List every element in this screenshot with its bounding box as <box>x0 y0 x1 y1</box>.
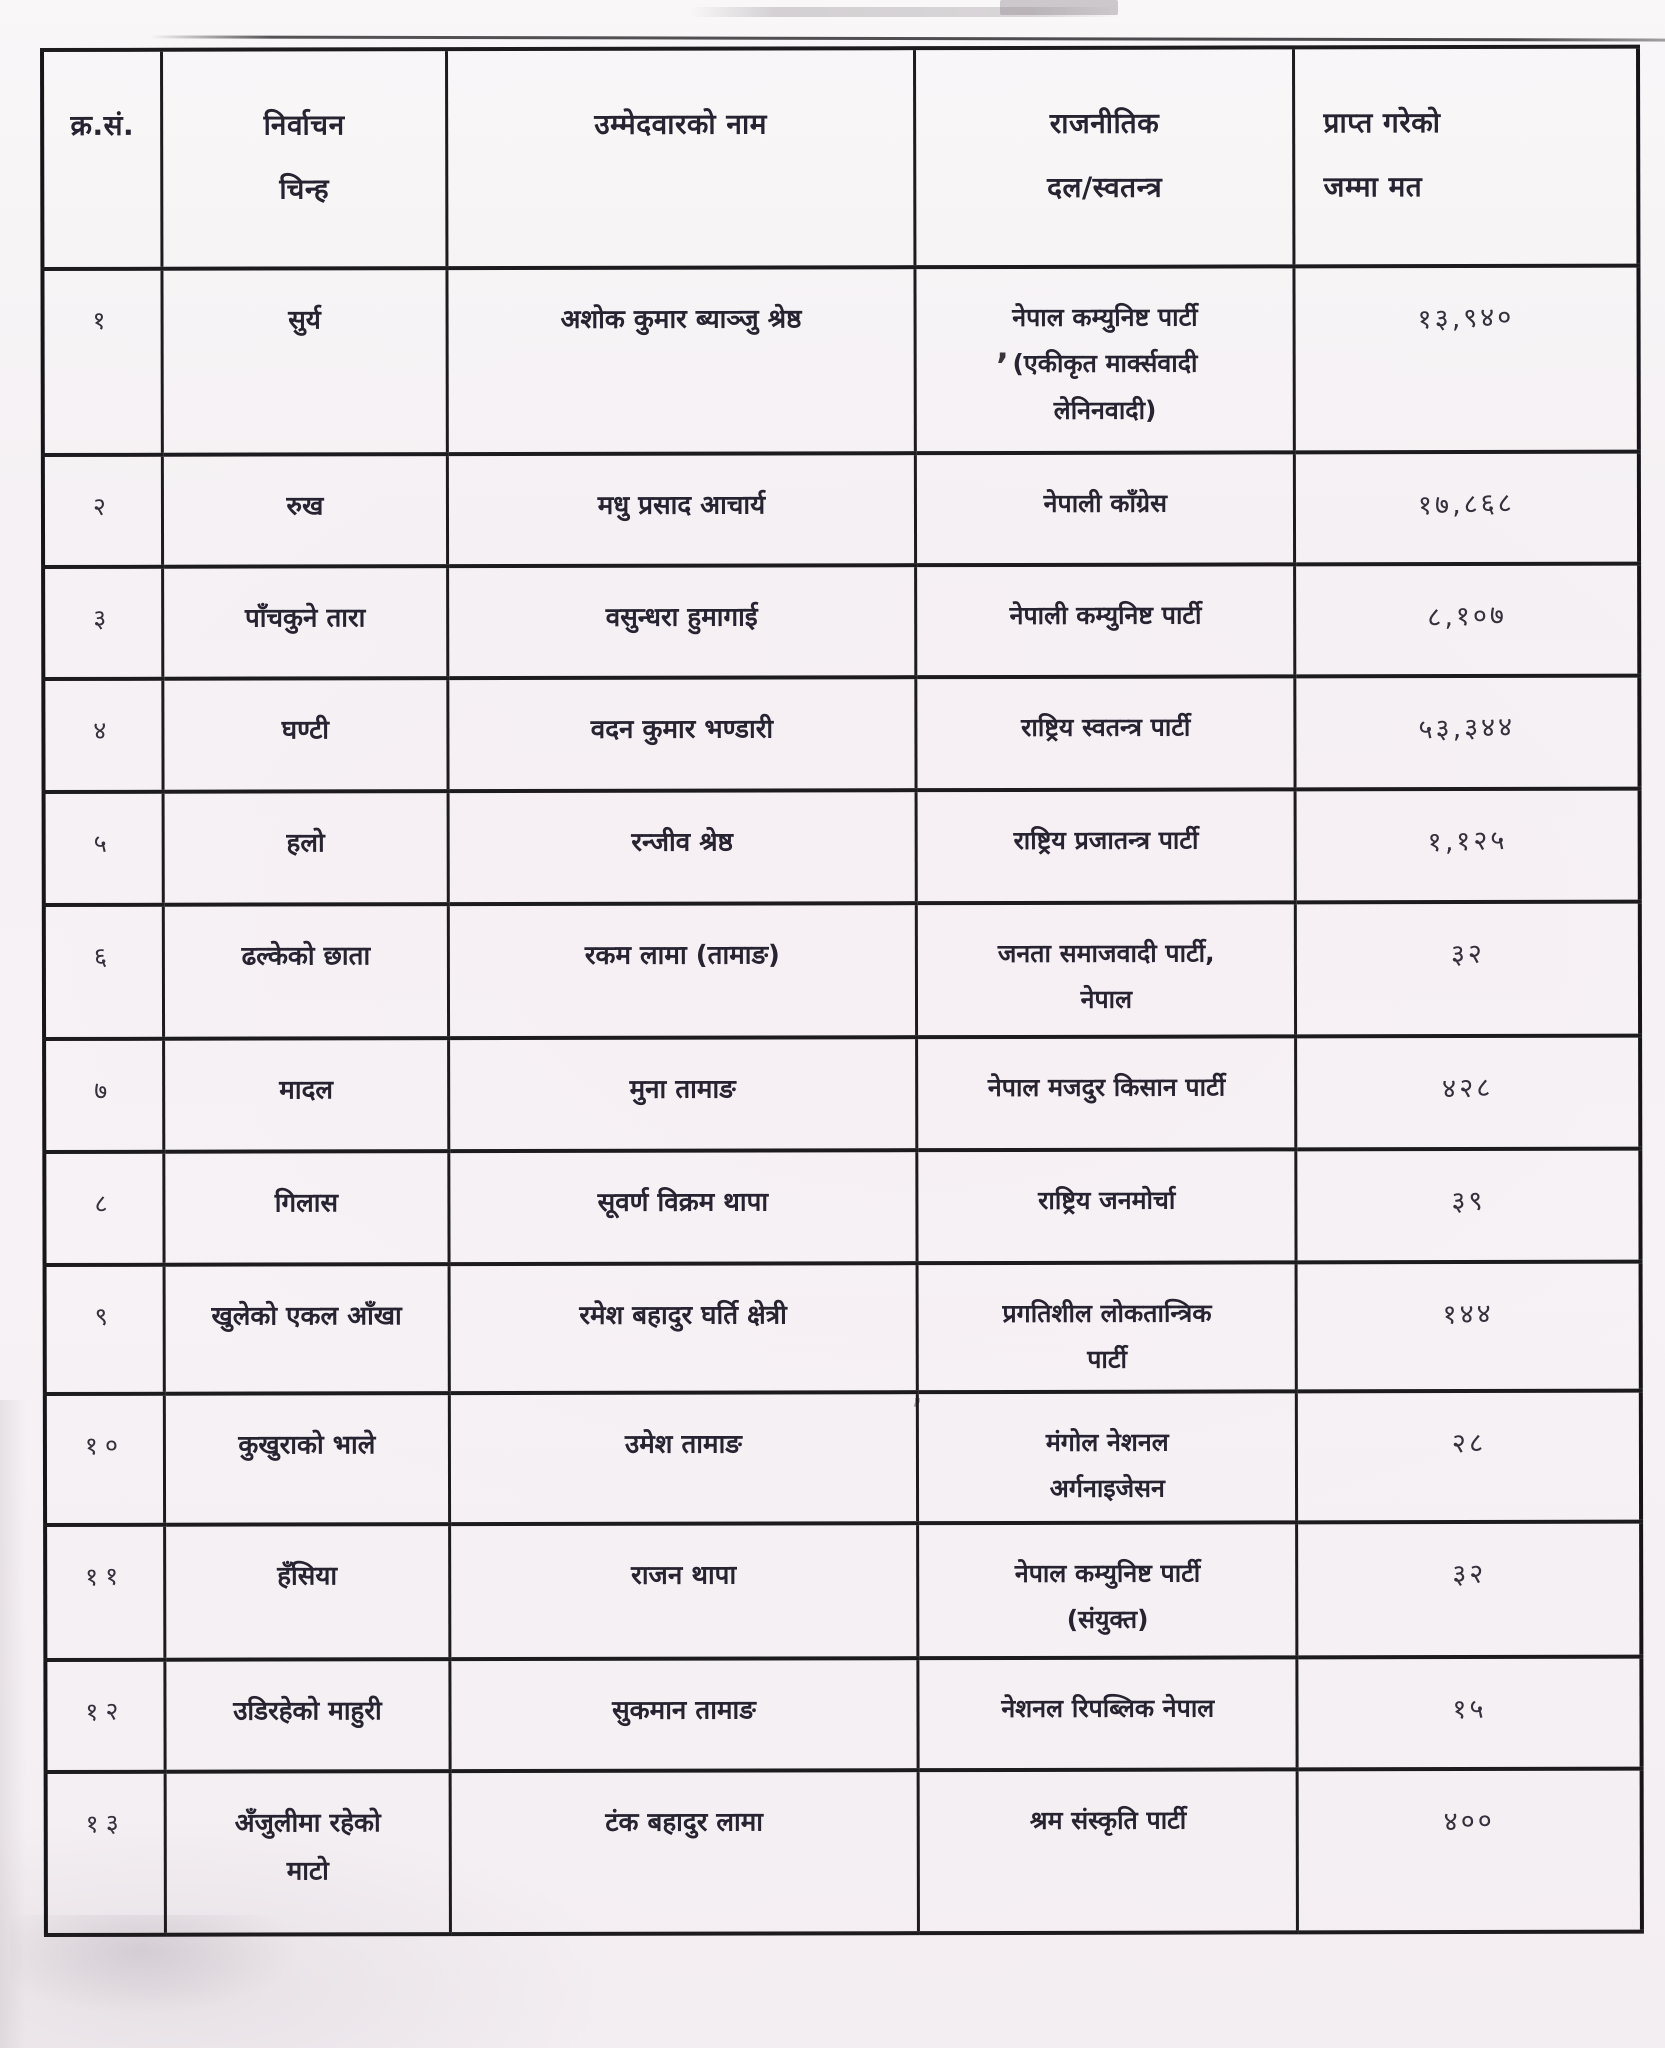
table-row <box>46 1769 1642 1935</box>
votes-cell <box>1296 1149 1640 1263</box>
candidate-name-cell <box>449 1658 918 1771</box>
votes-cell <box>1297 1769 1641 1933</box>
candidate-name-cell <box>449 1263 918 1393</box>
candidate-name-cell-text: टंक बहादुर लामा <box>605 1807 764 1838</box>
serial-number-cell-text: २ <box>92 491 114 522</box>
election-symbol-cell <box>165 1524 450 1660</box>
party-cell-text: नेपाल कम्युनिष्ट पार्टी (संयुक्त) <box>1014 1558 1201 1635</box>
election-symbol-cell-text: कुखुराको भाले <box>238 1430 376 1461</box>
candidate-name-cell-text: वदन कुमार भण्डारी <box>590 714 774 745</box>
table-row <box>44 902 1640 1039</box>
election-symbol-cell-text: घण्टी <box>281 715 330 746</box>
party-cell <box>917 1149 1296 1263</box>
serial-number-cell <box>45 1660 165 1772</box>
candidate-name-cell-text: अशोक कुमार ब्याञ्जु श्रेष्ठ <box>560 304 802 335</box>
candidate-name-cell <box>447 453 916 566</box>
table-row <box>43 564 1639 679</box>
scan-artifact-smudge <box>1000 0 1118 15</box>
table-row <box>44 1036 1640 1152</box>
election-symbol-cell-text: रुख <box>286 491 324 522</box>
votes-cell <box>1295 789 1639 903</box>
table-row <box>45 1391 1641 1525</box>
votes-cell-text: ४०० <box>1443 1805 1496 1838</box>
candidate-name-cell-text: वसुन्धरा हुमागाई <box>605 602 758 633</box>
serial-number-cell <box>43 455 163 567</box>
election-symbol-cell <box>164 1151 449 1265</box>
serial-number-cell-text: ८ <box>94 1188 116 1219</box>
party-cell <box>916 789 1295 903</box>
serial-number-cell-text: १३ <box>85 1808 127 1839</box>
serial-number-cell <box>43 679 163 792</box>
table-row <box>43 452 1639 567</box>
table-row <box>45 1657 1641 1772</box>
election-symbol-cell <box>163 678 448 792</box>
election-symbol-cell-text: अँजुलीमा रहेको माटो <box>234 1808 381 1887</box>
votes-cell-text: ३२ <box>1450 938 1486 971</box>
serial-number-cell-text: ६ <box>93 941 115 972</box>
election-symbol-cell-text: पाँचकुने तारा <box>244 603 366 634</box>
scan-artifact-mark: ’ <box>912 1392 923 1425</box>
party-cell <box>916 676 1295 790</box>
serial-number-cell-text: १२ <box>85 1696 127 1727</box>
scan-artifact-smudge <box>0 1400 26 2048</box>
scan-artifact-mark: ’ <box>996 346 1009 386</box>
party-cell <box>918 1657 1297 1770</box>
party-cell-text: मंगोल नेशनल अर्गनाइजेसन <box>1045 1427 1169 1504</box>
scan-artifact-smudge <box>690 7 1120 17</box>
serial-number-cell-text: ५ <box>93 828 115 859</box>
election-symbol-cell-text: मादल <box>279 1075 334 1106</box>
party-cell-text: नेशनल रिपब्लिक नेपाल <box>1001 1693 1215 1723</box>
candidate-name-cell-text: सुकमान तामाङ <box>612 1695 756 1726</box>
serial-number-cell <box>44 1039 164 1152</box>
votes-cell-text: १५ <box>1451 1693 1487 1726</box>
party-cell <box>917 1036 1296 1150</box>
serial-number-cell <box>46 1772 166 1935</box>
candidate-name-cell-text: सूवर्ण विक्रम थापा <box>597 1187 769 1218</box>
header-row <box>42 47 1638 269</box>
header-election-symbol: निर्वाचन चिन्ह <box>162 49 447 269</box>
serial-number-cell <box>44 905 164 1039</box>
votes-cell-text: १,१२५ <box>1427 824 1508 859</box>
candidate-name-cell-text: मधु प्रसाद आचार्य <box>597 490 766 521</box>
party-cell <box>915 266 1294 453</box>
votes-cell <box>1295 564 1639 677</box>
candidate-name-cell <box>448 790 917 904</box>
party-cell-text: राष्ट्रिय जनमोर्चा <box>1038 1185 1176 1215</box>
party-cell-text: नेपाली काँग्रेस <box>1043 488 1168 518</box>
serial-number-cell-text: १ <box>92 305 114 336</box>
table-row <box>42 266 1638 455</box>
table-row <box>45 1262 1641 1394</box>
votes-cell-text: ३९ <box>1450 1185 1486 1218</box>
party-cell <box>918 1391 1297 1523</box>
party-cell-text: राष्ट्रिय स्वतन्त्र पार्टी <box>1021 712 1191 742</box>
table-row <box>44 1149 1640 1265</box>
serial-number-cell <box>43 567 163 679</box>
votes-cell-text: ३२ <box>1451 1558 1487 1591</box>
serial-number-cell <box>44 792 164 905</box>
party-cell-text: नेपाल कम्युनिष्ट पार्टी (एकीकृत मार्क्सवादी लेनिनवादी) <box>1012 302 1198 425</box>
results-table <box>40 45 1644 1937</box>
votes-cell <box>1297 1391 1641 1523</box>
votes-cell-text: ८,१०७ <box>1426 599 1508 634</box>
election-symbol-cell <box>163 454 448 567</box>
header-political-party: राजनीतिक दल/स्वतन्त्र <box>915 47 1294 267</box>
table-row <box>44 789 1640 905</box>
serial-number-cell <box>45 1525 165 1660</box>
election-symbol-cell-text: गिलास <box>274 1188 339 1219</box>
election-symbol-cell <box>165 1771 450 1935</box>
party-cell <box>918 1769 1297 1933</box>
scan-artifact-line <box>150 35 1665 41</box>
votes-cell <box>1294 266 1639 453</box>
candidate-name-cell-text: रकम लामा (तामाङ) <box>584 940 780 971</box>
election-symbol-cell <box>164 1264 449 1394</box>
votes-cell-text: ५३,३४४ <box>1418 711 1516 746</box>
votes-cell <box>1295 676 1639 790</box>
header-total-votes: प्राप्त गरेको जम्मा मत <box>1294 47 1639 267</box>
election-symbol-cell <box>164 904 449 1039</box>
party-cell-text: प्रगतिशील लोकतान्त्रिक पार्टी <box>1002 1298 1212 1375</box>
serial-number-cell-text: ९ <box>94 1301 116 1332</box>
party-cell-text: राष्ट्रिय प्रजातन्त्र पार्टी <box>1013 825 1199 855</box>
party-cell <box>918 1522 1297 1658</box>
party-cell-text: नेपाली कम्युनिष्ट पार्टी <box>1009 600 1202 630</box>
votes-cell-text: १७,८६८ <box>1417 487 1516 522</box>
election-symbol-cell <box>163 566 448 679</box>
candidate-name-cell-text: उमेश तामाङ <box>624 1429 742 1460</box>
election-symbol-cell-text: खुलेको एकल आँखा <box>211 1301 402 1332</box>
candidate-name-cell <box>447 565 916 678</box>
candidate-name-cell <box>448 903 917 1038</box>
votes-cell <box>1297 1657 1641 1770</box>
votes-cell <box>1296 902 1640 1037</box>
party-cell-text: नेपाल मजदुर किसान पार्टी <box>987 1072 1226 1103</box>
votes-cell-text: २८ <box>1451 1427 1487 1460</box>
candidate-name-cell-text: रमेश बहादुर घर्ति क्षेत्री <box>579 1300 787 1331</box>
party-cell <box>916 564 1295 677</box>
party-cell <box>917 902 1296 1037</box>
serial-number-cell <box>45 1265 165 1394</box>
election-symbol-cell-text: हँसिया <box>277 1561 338 1592</box>
election-symbol-cell <box>165 1659 450 1772</box>
election-symbol-cell-text: हलो <box>286 828 325 859</box>
serial-number-cell-text: ७ <box>93 1075 115 1106</box>
party-cell-text: जनता समाजवादी पार्टी, नेपाल <box>997 938 1215 1015</box>
serial-number-cell <box>45 1394 165 1525</box>
election-symbol-cell <box>163 791 448 905</box>
header-candidate-name: उम्मेदवारको नाम <box>446 48 915 268</box>
candidate-name-cell <box>447 677 916 791</box>
votes-cell <box>1297 1522 1641 1658</box>
votes-cell <box>1295 452 1639 565</box>
table-row <box>45 1522 1641 1660</box>
candidate-name-cell <box>447 267 916 454</box>
serial-number-cell-text: ३ <box>92 603 114 634</box>
serial-number-cell <box>42 269 162 455</box>
votes-cell-text: ४२८ <box>1441 1072 1494 1105</box>
results-table-body <box>42 266 1641 1935</box>
election-symbol-cell <box>164 1038 449 1152</box>
candidate-name-cell <box>450 1770 919 1934</box>
serial-number-cell-text: १० <box>84 1430 126 1461</box>
candidate-name-cell <box>449 1392 918 1524</box>
party-cell-text: श्रम संस्कृति पार्टी <box>1029 1805 1187 1835</box>
election-symbol-cell-text: ढल्केको छाता <box>241 941 371 972</box>
party-cell <box>916 452 1295 565</box>
votes-cell-text: १४४ <box>1442 1298 1495 1331</box>
election-symbol-cell <box>162 268 447 455</box>
candidate-name-cell-text: राजन थापा <box>631 1560 737 1591</box>
serial-number-cell-text: ११ <box>84 1561 126 1592</box>
candidate-name-cell <box>448 1150 917 1264</box>
candidate-name-cell-text: रन्जीव श्रेष्ठ <box>631 827 733 858</box>
votes-cell-text: १३,९४० <box>1417 301 1516 336</box>
election-symbol-cell <box>165 1393 450 1525</box>
table-row <box>43 676 1639 792</box>
party-cell <box>917 1262 1296 1392</box>
candidate-name-cell <box>449 1523 918 1659</box>
candidate-name-cell-text: मुना तामाङ <box>629 1074 736 1105</box>
votes-cell <box>1296 1036 1640 1150</box>
election-symbol-cell-text: सुर्य <box>288 305 321 336</box>
candidate-name-cell <box>448 1037 917 1151</box>
header-serial-number: क्र.सं. <box>42 50 162 269</box>
results-table-header <box>42 47 1638 269</box>
serial-number-cell <box>44 1152 164 1265</box>
votes-cell <box>1296 1262 1640 1392</box>
serial-number-cell-text: ४ <box>93 715 115 746</box>
election-symbol-cell-text: उडिरहेको माहुरी <box>233 1696 382 1727</box>
